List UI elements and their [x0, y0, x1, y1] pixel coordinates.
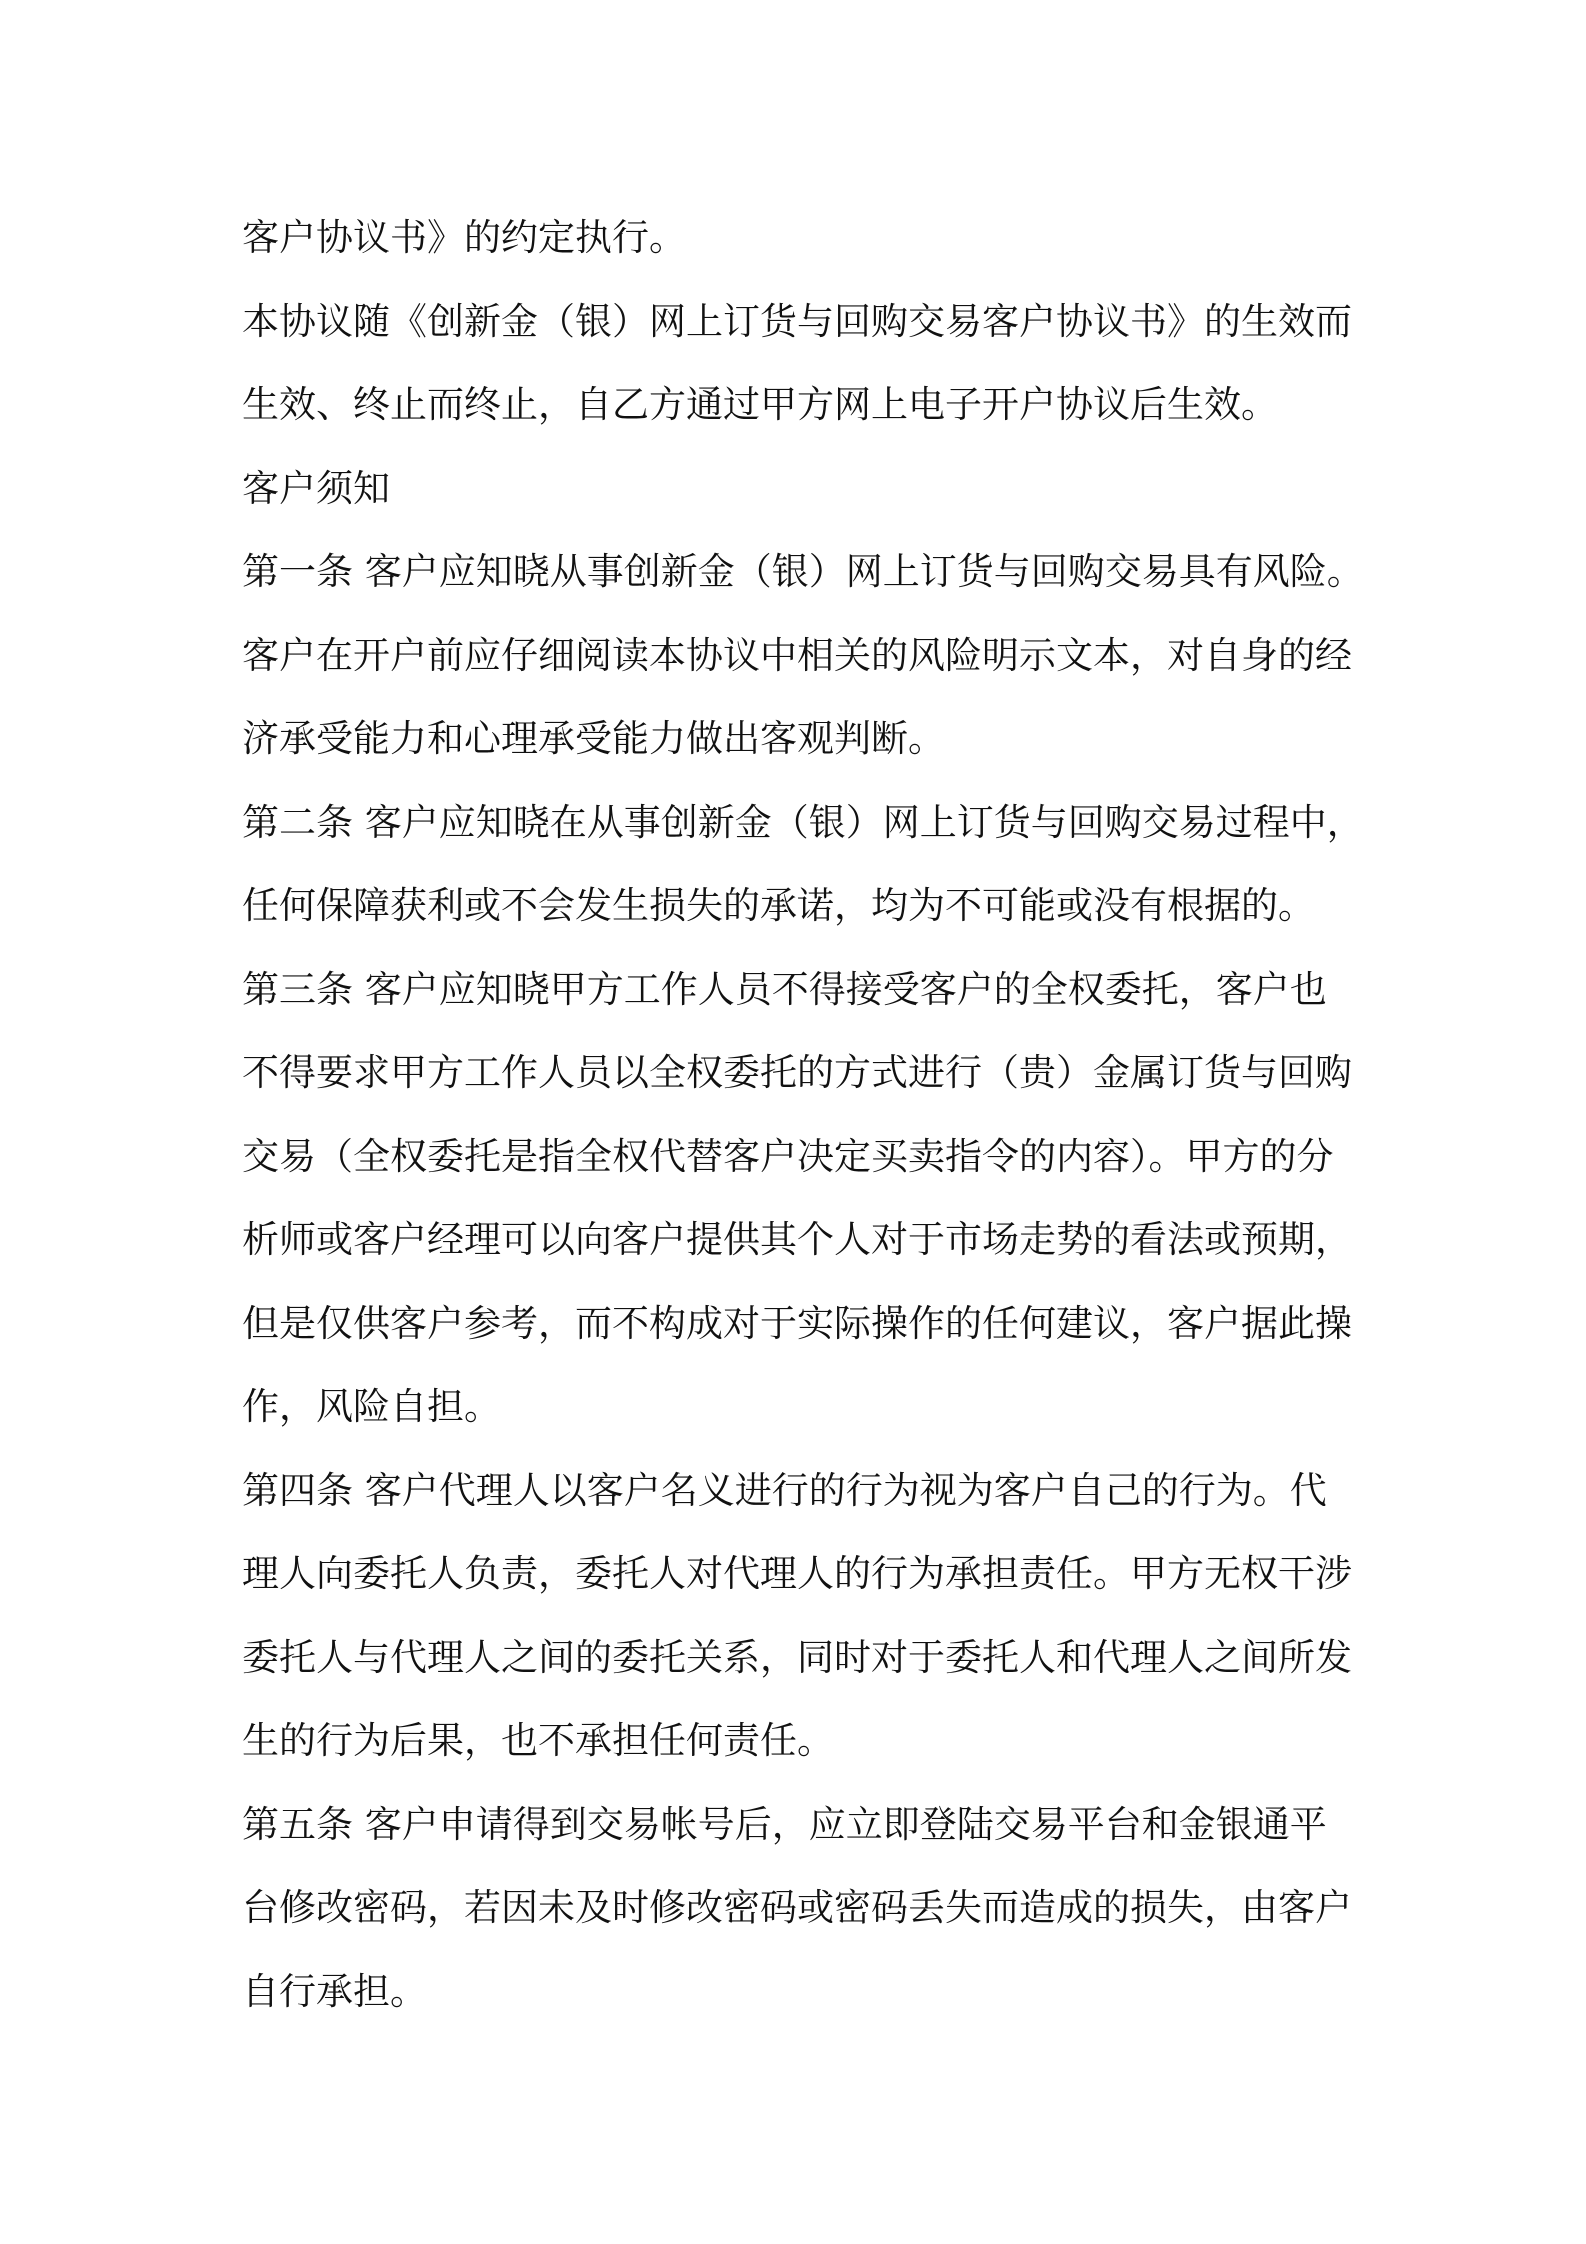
text-line: 生效、终止而终止，自乙方通过甲方网上电子开户协议后生效。: [242, 383, 1278, 426]
text-line: 第五条 客户申请得到交易帐号后，应立即登陆交易平台和金银通平: [242, 1802, 1327, 1846]
text-line: 济承受能力和心理承受能力做出客观判断。: [242, 717, 945, 760]
text-line: 本协议随《创新金（银）网上订货与回购交易客户协议书》的生效而: [242, 299, 1352, 343]
text-line: 客户在开户前应仔细阅读本协议中相关的风险明示文本，对自身的经: [242, 633, 1352, 677]
text-line: 第四条 客户代理人以客户名义进行的行为视为客户自己的行为。代: [242, 1468, 1327, 1512]
body-text: [242, 196, 1362, 2033]
text-line: 但是仅供客户参考，而不构成对于实际操作的任何建议，客户据此操: [242, 1301, 1352, 1345]
section-heading: 客户须知: [242, 466, 390, 510]
text-line: 第一条 客户应知晓从事创新金（银）网上订货与回购交易具有风险。: [242, 550, 1364, 593]
text-line: 生的行为后果，也不承担任何责任。: [242, 1719, 834, 1762]
text-line: 委托人与代理人之间的委托关系，同时对于委托人和代理人之间所发: [242, 1635, 1352, 1679]
text-line: 理人向委托人负责，委托人对代理人的行为承担责任。甲方无权干涉: [242, 1552, 1352, 1595]
text-line: 台修改密码，若因未及时修改密码或密码丢失而造成的损失，由客户: [242, 1886, 1352, 1929]
text-line: 析师或客户经理可以向客户提供其个人对于市场走势的看法或预期，: [242, 1218, 1352, 1261]
text-line: 任何保障获利或不会发生损失的承诺，均为不可能或没有根据的。: [242, 884, 1315, 927]
text-line: 第二条 客户应知晓在从事创新金（银）网上订货与回购交易过程中，: [242, 800, 1364, 844]
text-line: 客户协议书》的约定执行。: [242, 216, 686, 259]
text-line: 第三条 客户应知晓甲方工作人员不得接受客户的全权委托，客户也: [242, 967, 1327, 1011]
text-line: 自行承担。: [242, 1969, 427, 2013]
text-line: 作，风险自担。: [242, 1385, 501, 1428]
text-line: 不得要求甲方工作人员以全权委托的方式进行（贵）金属订货与回购: [242, 1051, 1352, 1094]
text-line: 交易（全权委托是指全权代替客户决定买卖指令的内容）。甲方的分: [242, 1134, 1334, 1178]
